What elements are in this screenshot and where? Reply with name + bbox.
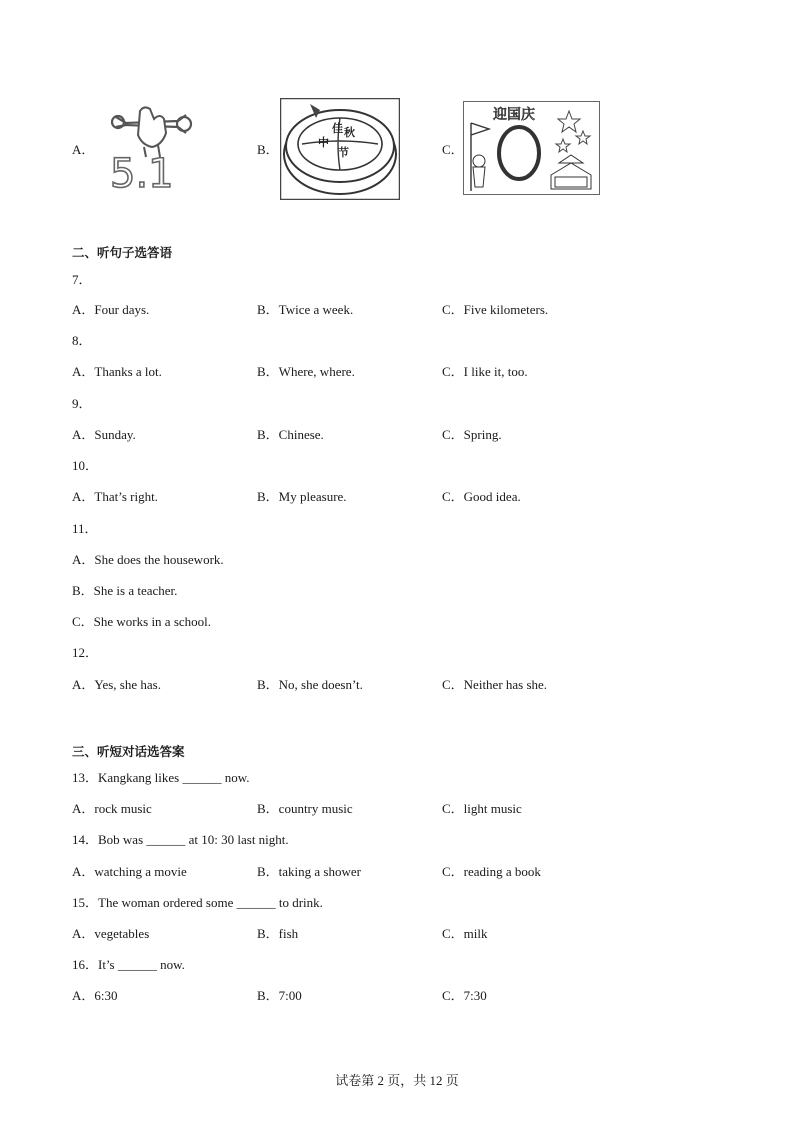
national-day-poster-icon bbox=[463, 101, 600, 195]
option-c: C．Spring. bbox=[442, 427, 502, 442]
option-c: C．milk bbox=[442, 926, 488, 941]
mooncake-char-1: 中 bbox=[318, 136, 329, 149]
option-a: A．watching a movie bbox=[72, 864, 187, 879]
option-a: A．Yes, she has. bbox=[72, 677, 161, 692]
mooncake-char-3: 佳 bbox=[332, 122, 343, 135]
option-c: C．7:30 bbox=[442, 988, 487, 1003]
option-c: C．Neither has she. bbox=[442, 677, 548, 692]
option-b: B．Twice a week. bbox=[257, 302, 354, 317]
option-a: A．Thanks a lot. bbox=[72, 364, 162, 379]
labor-day-5-1-icon bbox=[108, 103, 194, 193]
question-number: 8． bbox=[72, 333, 92, 348]
poster-title: 迎国庆 bbox=[493, 107, 535, 123]
option-a: A．Four days. bbox=[72, 302, 150, 317]
question-number: 9． bbox=[72, 396, 92, 411]
question-stem: 13．Kangkang likes ______ now. bbox=[72, 770, 250, 785]
q6-option-b-label: B． bbox=[257, 142, 279, 157]
page-footer: 试卷第 2 页，共 12 页 bbox=[335, 1073, 459, 1088]
section-3-heading: 三、听短对话选答案 bbox=[72, 744, 185, 759]
option-a: A．She does the housework. bbox=[72, 552, 224, 567]
question-number: 10． bbox=[72, 458, 99, 473]
question-number: 11． bbox=[72, 521, 98, 536]
question-number: 7． bbox=[72, 272, 92, 287]
option-b: B．taking a shower bbox=[257, 864, 361, 879]
option-b: B．She is a teacher. bbox=[72, 583, 178, 598]
q6-option-a-label: A． bbox=[72, 142, 95, 157]
option-a: A．vegetables bbox=[72, 926, 150, 941]
mooncake-char-2: 秋 bbox=[344, 126, 355, 139]
option-a: A．6:30 bbox=[72, 988, 118, 1003]
mooncake-char-4: 节 bbox=[338, 146, 349, 159]
q6-option-c-label: C． bbox=[442, 142, 464, 157]
option-c: C．Five kilometers. bbox=[442, 302, 549, 317]
option-b: B．7:00 bbox=[257, 988, 302, 1003]
option-b: B．Chinese. bbox=[257, 427, 324, 442]
option-b: B．Where, where. bbox=[257, 364, 355, 379]
option-c: C．Good idea. bbox=[442, 489, 521, 504]
option-c: C．I like it, too. bbox=[442, 364, 528, 379]
option-a: A．That’s right. bbox=[72, 489, 158, 504]
mooncake-mid-autumn-icon bbox=[280, 98, 400, 200]
svg-text:5.1: 5.1 bbox=[110, 151, 174, 193]
option-c: C．reading a book bbox=[442, 864, 541, 879]
option-b: B．No, she doesn’t. bbox=[257, 677, 363, 692]
section-2-heading: 二、听句子选答语 bbox=[72, 245, 173, 260]
option-a: A．Sunday. bbox=[72, 427, 136, 442]
question-stem: 15．The woman ordered some ______ to drink. bbox=[72, 895, 323, 910]
option-c: C．light music bbox=[442, 801, 522, 816]
question-stem: 14．Bob was ______ at 10: 30 last night. bbox=[72, 832, 289, 847]
option-b: B．fish bbox=[257, 926, 299, 941]
option-a: A．rock music bbox=[72, 801, 152, 816]
question-number: 12． bbox=[72, 645, 99, 660]
question-stem: 16．It’s ______ now. bbox=[72, 957, 185, 972]
option-b: B．My pleasure. bbox=[257, 489, 347, 504]
option-b: B．country music bbox=[257, 801, 353, 816]
option-c: C．She works in a school. bbox=[72, 614, 212, 629]
